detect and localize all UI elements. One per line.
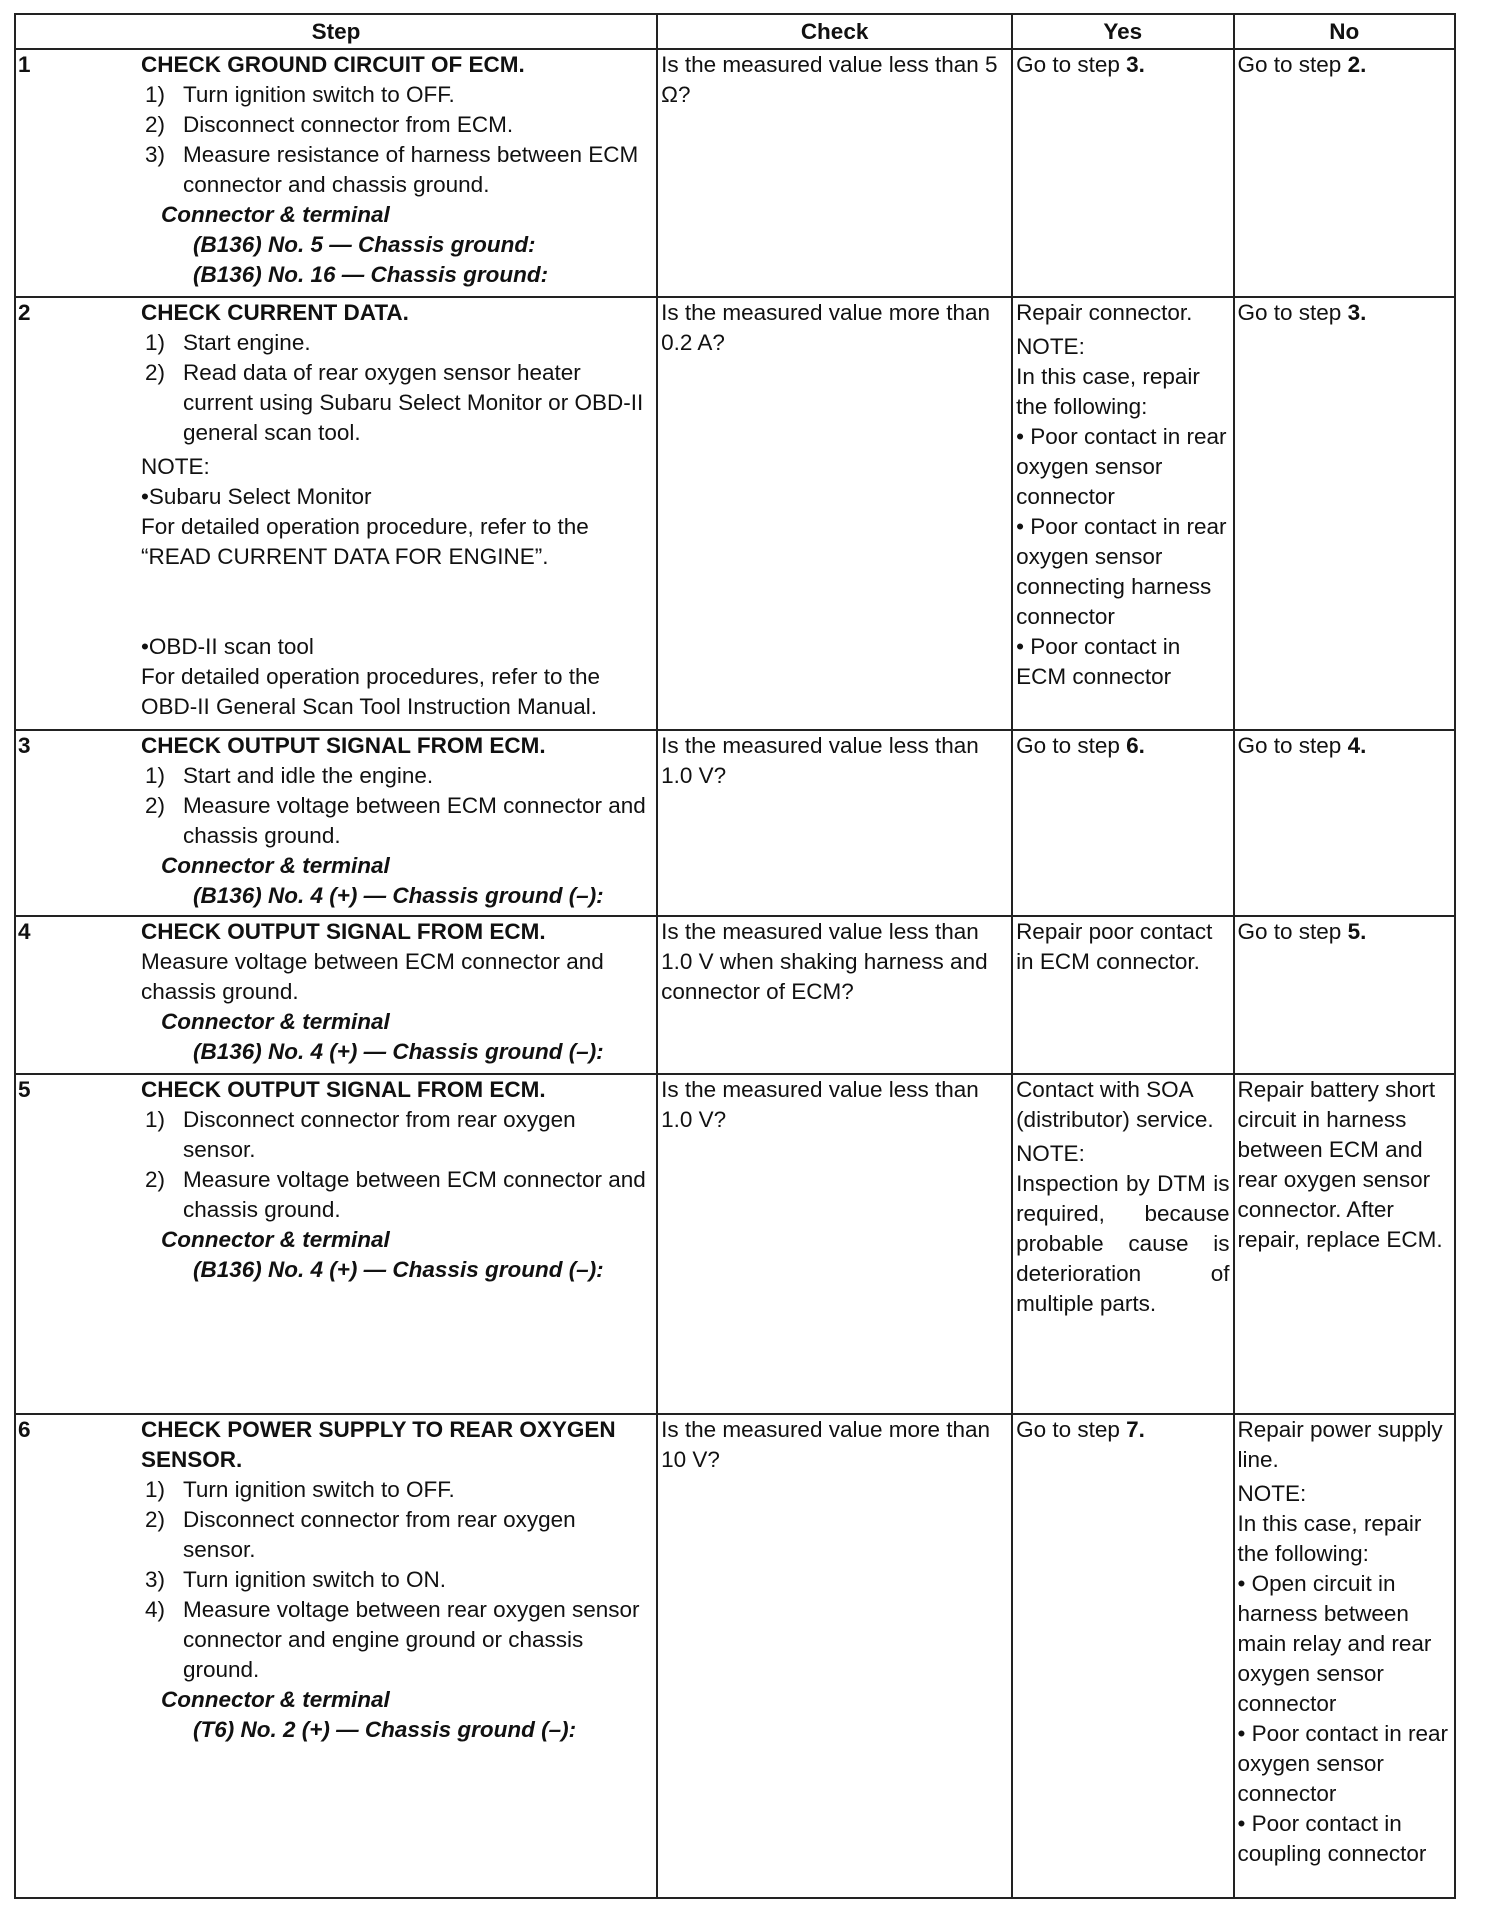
check-cell: Is the measured value less than 1.0 V? [657, 1074, 1012, 1414]
no-cell: Go to step 4. [1234, 730, 1455, 916]
list-item: 4) Measure voltage between rear oxygen sensor connector and engine ground or chassis ground. [145, 1597, 640, 1682]
list-item: 2) Measure voltage between ECM connector and chassis ground. [145, 1167, 646, 1222]
terminal-spec: (B136) No. 16 — Chassis ground: [193, 262, 549, 287]
step-cell [15, 297, 657, 730]
yes-cell: Go to step 6. [1012, 730, 1233, 916]
connector-label: Connector & terminal [161, 1687, 390, 1712]
connector-label: Connector & terminal [161, 202, 390, 227]
list-item: • Poor contact in rear oxygen sensor connector [1016, 424, 1227, 509]
list-item: • Poor contact in ECM connector [1016, 634, 1181, 689]
list-item: 1) Disconnect connector from rear oxygen sensor. [145, 1107, 576, 1162]
step-number: 2 [18, 300, 31, 325]
step-number: 4 [18, 919, 31, 944]
note-ssm-title: •Subaru Select Monitor [141, 484, 372, 509]
header-row [15, 14, 1455, 49]
check-cell: Is the measured value more than 0.2 A? [657, 297, 1012, 730]
check-cell: Is the measured value less than 1.0 V? [657, 730, 1012, 916]
table-row [15, 1414, 1455, 1898]
yes-cell: Repair poor contact in ECM connector. [1012, 916, 1233, 1074]
connector-label: Connector & terminal [161, 853, 390, 878]
table-row [15, 1074, 1455, 1414]
check-cell: Is the measured value less than 1.0 V when shaking harness and connector of ECM? [657, 916, 1012, 1074]
note-label: NOTE: [141, 454, 210, 479]
list-item: • Open circuit in harness between main relay and rear oxygen sensor connector [1237, 1571, 1432, 1716]
header-yes: Yes [1012, 14, 1233, 49]
no-cell: Go to step 2. [1234, 49, 1455, 297]
step-title: CHECK GROUND CIRCUIT OF ECM. [141, 52, 525, 77]
list-item: • Poor contact in coupling connector [1237, 1811, 1427, 1866]
step-title: CHECK POWER SUPPLY TO REAR OXYGEN SENSOR. [141, 1417, 616, 1472]
list-item: 3) Turn ignition switch to ON. [145, 1567, 447, 1592]
list-item: 3) Measure resistance of harness between ECM connector and chassis ground. [145, 142, 639, 197]
list-item: 2) Disconnect connector from ECM. [145, 112, 514, 137]
step-title: CHECK OUTPUT SIGNAL FROM ECM. [141, 1077, 546, 1102]
list-item: 1) Start and idle the engine. [145, 763, 434, 788]
terminal-spec: (B136) No. 4 (+) — Chassis ground (–): [193, 883, 604, 908]
terminal-spec: (B136) No. 5 — Chassis ground: [193, 232, 536, 257]
step-cell [15, 916, 657, 1074]
step-number: 3 [18, 733, 31, 758]
check-cell: Is the measured value more than 10 V? [657, 1414, 1012, 1898]
terminal-spec: (B136) No. 4 (+) — Chassis ground (–): [193, 1257, 604, 1282]
step-number: 5 [18, 1077, 31, 1102]
yes-cell: Go to step 7. [1012, 1414, 1233, 1898]
step-number: 6 [18, 1417, 31, 1442]
step-number: 1 [18, 52, 31, 77]
terminal-spec: (B136) No. 4 (+) — Chassis ground (–): [193, 1039, 604, 1064]
check-cell: Is the measured value less than 5 Ω? [657, 49, 1012, 297]
terminal-spec: (T6) No. 2 (+) — Chassis ground (–): [193, 1717, 577, 1742]
header-no: No [1234, 14, 1455, 49]
header-check: Check [657, 14, 1012, 49]
list-item: 2) Read data of rear oxygen sensor heater current using Subaru Select Monitor or OBD-II general scan tool. [145, 360, 644, 445]
no-cell: Go to step 5. [1234, 916, 1455, 1074]
list-item: • Poor contact in rear oxygen sensor connecting harness connector [1016, 514, 1227, 629]
list-item: 1) Turn ignition switch to OFF. [145, 82, 455, 107]
no-cell: Repair battery short circuit in harness between ECM and rear oxygen sensor connector. After repair, replace ECM. [1234, 1074, 1455, 1414]
step-title: CHECK OUTPUT SIGNAL FROM ECM. [141, 919, 546, 944]
step-title: CHECK CURRENT DATA. [141, 300, 409, 325]
list-item: 2) Disconnect connector from rear oxygen sensor. [145, 1507, 576, 1562]
step-body: Measure voltage between ECM connector and chassis ground. [141, 949, 604, 1004]
diagnostic-table [14, 13, 1456, 1899]
list-item: 1) Turn ignition switch to OFF. [145, 1477, 455, 1502]
table-row [15, 730, 1455, 916]
table-row [15, 297, 1455, 730]
yes-cell: Go to step 3. [1012, 49, 1233, 297]
note-obd-text: For detailed operation procedures, refer to the OBD-II General Scan Tool Instruction Manual. [141, 664, 601, 719]
list-item: 1) Start engine. [145, 330, 311, 355]
no-cell: Repair power supply line. NOTE: In this case, repair the following: • Open circuit in harness between main relay and rear oxygen sensor connector • Poor contact in rear oxygen sensor connector • Poor contact in coupling connector [1234, 1414, 1455, 1898]
list-item: 2) Measure voltage between ECM connector and chassis ground. [145, 793, 646, 848]
note-ssm-text: For detailed operation procedure, refer to the “READ CURRENT DATA FOR ENGINE”. [141, 514, 589, 569]
table-row [15, 916, 1455, 1074]
list-item: • Poor contact in rear oxygen sensor connector [1237, 1721, 1448, 1806]
step-cell [15, 1414, 657, 1898]
step-cell [15, 730, 657, 916]
connector-label: Connector & terminal [161, 1009, 390, 1034]
step-cell [15, 1074, 657, 1414]
note-obd-title: •OBD-II scan tool [141, 634, 314, 659]
header-step: Step [15, 14, 657, 49]
yes-cell: Contact with SOA (distributor) service. NOTE: Inspection by DTM is required, because probable cause is deterioration of multiple parts. [1012, 1074, 1233, 1414]
step-cell [15, 49, 657, 297]
no-cell: Go to step 3. [1234, 297, 1455, 730]
yes-cell: Repair connector. NOTE: In this case, repair the following: • Poor contact in rear oxygen sensor connector • Poor contact in rear oxygen sensor connecting harness connector • Poor contact in ECM connector [1012, 297, 1233, 730]
step-title: CHECK OUTPUT SIGNAL FROM ECM. [141, 733, 546, 758]
connector-label: Connector & terminal [161, 1227, 390, 1252]
table-row [15, 49, 1455, 297]
